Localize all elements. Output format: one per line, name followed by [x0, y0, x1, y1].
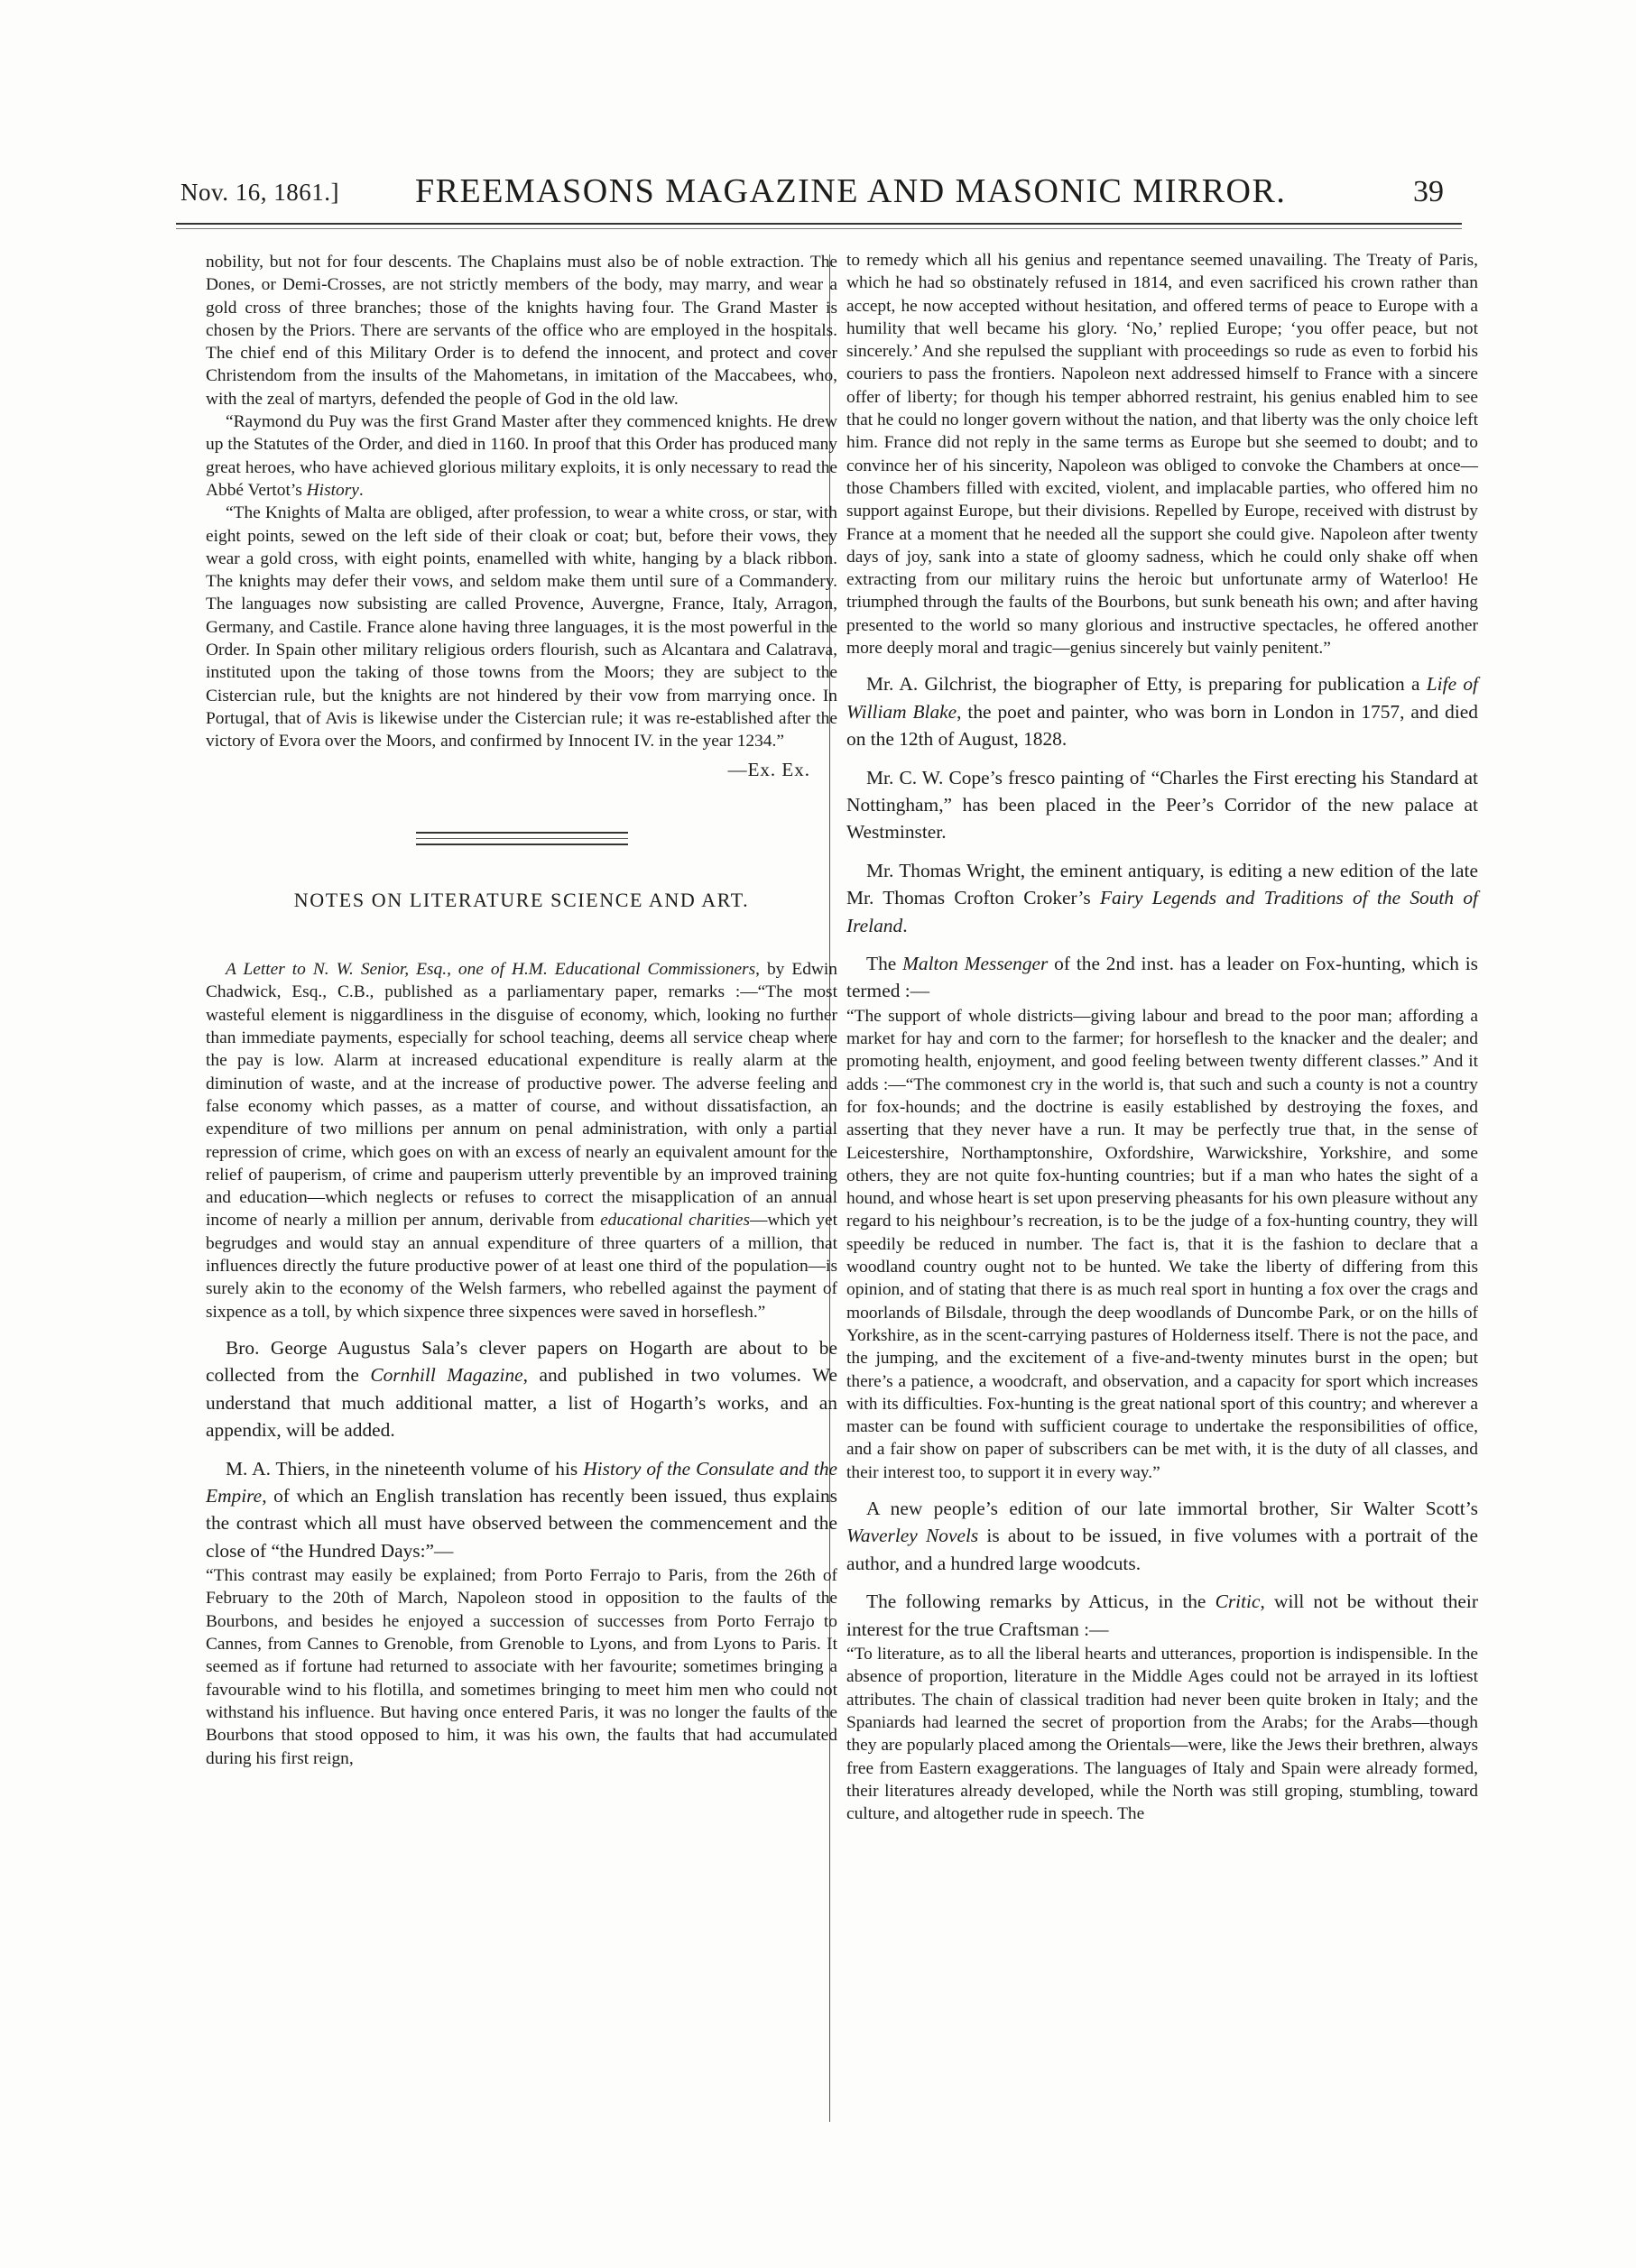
fairy-legends-title: Fairy Legends and Traditions of the South of Ireland	[846, 887, 1478, 936]
left-column	[206, 251, 837, 1770]
issue-date: Nov. 16, 1861.]	[180, 179, 339, 206]
paragraph-order-members: nobility, but not for four descents. The Chaplains must also be of noble extraction. The Dones, or Demi-Crosses, are not strictly members of the body, may marry, and wear a gold cross of three branches; those of the knights having four. The Grand Master is chosen by the Priors. There are servants of the office who are employed in the hospitals. The chief end of this Military Order is to defend the innocent, and protect and cover Christendom from the insults of the Mahometans, in imitation of the Maccabees, who, with the zeal of martyrs, defended the people of God in the old law.	[206, 253, 837, 409]
page-header	[180, 171, 1462, 217]
header-rule	[176, 223, 1462, 225]
paragraph-sala-hogarth: Bro. George Augustus Sala’s clever papers on Hogarth are about to be collected from the Cornhill Magazine, and published in two volumes. We understand that much additional matter, a list of Hogarth’s works, and an appendix, will be added.	[206, 1336, 838, 1442]
header-rule-thin	[176, 228, 1462, 229]
paragraph-atticus-quote: “To literature, as to all the liberal hearts and utterances, proportion is indispensible. In the absence of proportion, literature in the Middle Ages could not be arrayed in its loftiest attributes. The chain of classical tradition had never been quite broken in Italy; and the Spaniards had learned the secret of proportion from the Arabs; for the Arabs—though they are popularly placed among the Orientals—were, like the Jews their brethren, always free from Eastern exaggerations. The languages of Italy and Spain were already formed, their literatures already developed, while the North was still groping, stumbling, toward culture, and altogether rude in speech. The	[846, 1645, 1478, 1824]
history-title: History	[306, 480, 359, 500]
paragraph-atticus: The following remarks by Atticus, in the Critic, will not be without their interest for the true Craftsman :—	[846, 1590, 1478, 1640]
section-separator	[416, 832, 628, 845]
letter-title: A Letter to N. W. Senior, Esq., one of H.M. Educational Commissioners	[226, 960, 756, 980]
paragraph-fox-hunting-quote: “The support of whole districts—giving labour and bread to the poor man; affording a market for hay and corn to the farmer; for horseflesh to the knacker and the dealer; and promoting health, enjoyment, and good feeling between twenty different classes.” And it adds :—“The commonest cry in the world is, that such and such a county is not a country for fox-hounds; and the doctrine is easily established by destroying the foxes, and asserting that they never have a run. It may be perfectly true that, in the sense of Leicestershire, Northamptonshire, Oxfordshire, Warwickshire, Yorkshire, and some others, they are not quite fox-hunting countries; but if a man who hates the sight of a hound, and whose heart is set upon preserving pheasants for his own pleasure without any regard to his neighbour’s recreation, is to be the judge of a fox-hunting country, they will speedily be reduced in number. The fact is, that it is the fashion to declare that a woodland country ought not to be hunted. We take the liberty of differing from this opinion, and of stating that there is as much real sport in hunting a fox over the crags and moorlands of Bilsdale, through the deep woodlands of Duncombe Park, or on the hills of Yorkshire, as in the scent-carrying pastures of Holderness itself. There is not the pace, and the jumping, and the excitement of a five-and-twenty minutes burst in the open; but there’s a patience, a woodcraft, and observation, and a capacity for sport which increases with its difficulties. Fox-hunting is the great national sport of this country; and wherever a master can be found with sufficient courage to undertake the responsibilities of office, and a fair show on paper of subscribers can be met with, it is the duty of all classes, and their interest too, to support it in every way.”	[846, 1006, 1478, 1482]
page-number: 39	[1413, 175, 1444, 208]
paragraph-malton-messenger: The Malton Messenger of the 2nd inst. has a leader on Fox-hunting, which is termed :—	[846, 953, 1478, 1002]
paragraph-napoleon-continued: to remedy which all his genius and repentance seemed unavailing. The Treaty of Paris, which he had so obstinately refused in 1814, and even sacrificed his crown rather than accept, he now accepted without hesitation, and offered terms of peace to Europe with a humility that well became his glory. ‘No,’ replied Europe; ‘you offer peace, but not sincerely.’ And she repulsed the suppliant with proceedings so rude as even to forbid his couriers to pass the frontiers. Napoleon next addressed himself to France with a sincere offer of liberty; for though his temper abhorred restraint, his genius enabled him to see that he could no longer govern without the nation, and that liberty was the only choice left him. France did not reply in the same terms as Europe but she seemed to doubt; and to convince her of his sincerity, Napoleon was obliged to convoke the Chambers at once—those Chambers filled with excited, violent, and implacable parties, who offered him no support against Europe, but their divisions. Repelled by Europe, received with distrust by France at a moment that he needed all the support she could give. Napoleon after twenty days of joy, sank into a state of gloomy sadness, which he could only shake off when extracting from our military ruins the heroic but unfortunate army of Waterloo! He triumphed through the faults of the Bourbons, but sunk beneath his own; and after having presented to the world so many glorious and instructive spectacles, he offered another more deeply moral and tragic—genius sincerely but vainly penitent.”	[846, 251, 1478, 659]
paragraph-raymond-du-puy: “Raymond du Puy was the first Grand Master after they commenced knights. He drew up the Statutes of the Order, and died in 1160. In proof that this Order has produced many great heroes, who have achieved glorious military exploits, it is only necessary to read the Abbé Vertot’s History.	[206, 412, 837, 500]
thiers-book-title: History of the Consulate and the Empire	[206, 1457, 838, 1507]
paragraph-waverley: A new people’s edition of our late immortal brother, Sir Walter Scott’s Waverley Novels is about to be issued, in five volumes with a portrait of the author, and a hundred large woodcuts.	[846, 1498, 1478, 1574]
critic-title: Critic	[1215, 1590, 1261, 1613]
paragraph-thiers-quote: “This contrast may easily be explained; from Porto Ferrajo to Paris, from the 26th of February to the 20th of March, Napoleon stood in opposition to the faults of the Bourbons, and besides he enjoyed a succession of successes from Porto Ferrajo to Cannes, from Cannes to Grenoble, from Grenoble to Lyons, and from Lyons to Paris. It seemed as if fortune had returned to associate with her favourite; sometimes bringing a favourable wind to his flotilla, and sometimes bringing to meet him men who could not withstand his influence. But having once entered Paris, it was no longer the faults of the Bourbons that stood opposed to him, it was his own, the faults that had accumulated during his first reign,	[206, 1566, 837, 1768]
masthead-title: FREEMASONS MAGAZINE AND MASONIC MIRROR.	[415, 172, 1287, 210]
section-title: NOTES ON LITERATURE SCIENCE AND ART.	[293, 888, 750, 911]
paragraph-knights-of-malta: “The Knights of Malta are obliged, after profession, to wear a white cross, or star, with eight points, sewed on the left side of their cloak or coat; but, before their vows, they wear a gold cross, with eight points, enamelled with white, hanging by a black ribbon. The knights may defer their vows, and seldom make them until sure of a Commandery. The languages now subsisting are called Provence, Auvergne, France, Italy, Arragon, Germany, and Castile. France alone having three languages, it is the most powerful in the Order. In Spain other military religious orders flourish, such as Alcantara and Calatrava, instituted upon the taking of those towns from the Moors; they are subject to the Cistercian rule, but the knights are not hindered by their vow from marrying once. In Portugal, that of Avis is likewise under the Cistercian rule; it was re-established after the victory of Evora over the Moors, and confirmed by Innocent IV. in the year 1234.”	[206, 503, 837, 751]
article-signature: —Ex. Ex.	[727, 758, 810, 780]
paragraph-chadwick-letter: A Letter to N. W. Senior, Esq., one of H.M. Educational Commissioners, by Edwin Chadwick, Esq., C.B., published as a parliamentary paper, remarks :—“The most wasteful element is niggardliness in the disguise of economy, which, looking no further than immediate payments, especially for school teaching, deems all service cheap where the pay is low. Alarm at increased educational expenditure is really alarm at the diminution of waste, and at the increase of productive power. The adverse feeling and false economy which passes, as a matter of course, and without dissatisfaction, an expenditure of two millions per annum on penal administration, with only a partial repression of crime, which goes on with an excess of nearly an equivalent amount for the relief of pauperism, of crime and pauperism utterly preventible by an improved training and education—which neglects or refuses to correct the misapplication of an annual income of nearly a million per annum, derivable from educational charities—which yet begrudges and would stay an annual expenditure of three quarters of a million, that influences directly the future productive power of at least one third of the population—is surely akin to the economy of the Welsh farmers, who rebelled against the payment of sixpence as a toll, by which sixpence three sixpences were saved in horseflesh.”	[206, 960, 837, 1322]
paragraph-thiers: M. A. Thiers, in the nineteenth volume of his History of the Consulate and the Empire, of which an English translation has recently been issued, thus explains the contrast which all must have observed between the commencement and the close of “the Hundred Days:”—	[206, 1457, 838, 1562]
paragraph-gilchrist: Mr. A. Gilchrist, the biographer of Etty, is preparing for publication a Life of William Blake, the poet and painter, who was born in London in 1757, and died on the 12th of August, 1828.	[846, 673, 1478, 751]
paragraph-cope-fresco: Mr. C. W. Cope’s fresco painting of “Charles the First erecting his Standard at Nottingham,” has been placed in the Peer’s Corridor of the new palace at Westminster.	[846, 766, 1478, 844]
malton-title: Malton Messenger	[902, 953, 1049, 974]
right-column	[846, 249, 1478, 1825]
waverley-title: Waverley Novels	[846, 1525, 979, 1547]
blake-title: Life of William Blake	[846, 673, 1478, 723]
cornhill-title: Cornhill Magazine	[370, 1364, 523, 1387]
paragraph-thomas-wright: Mr. Thomas Wright, the eminent antiquary, is editing a new edition of the late Mr. Thomas Crofton Croker’s Fairy Legends and Traditions of the South of Ireland.	[846, 859, 1478, 936]
